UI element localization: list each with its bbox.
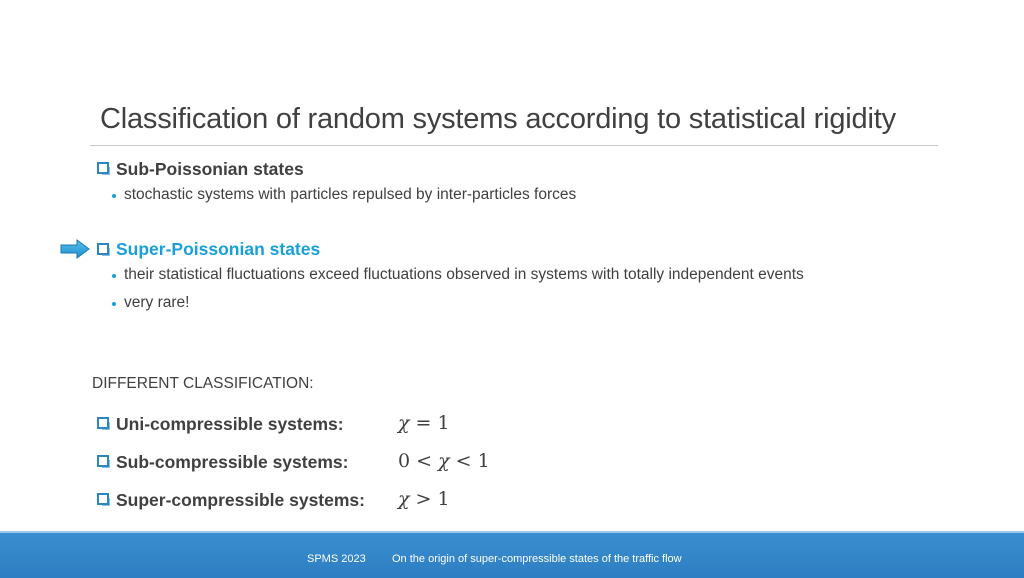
checkbox-square-icon xyxy=(97,455,109,467)
title-divider xyxy=(90,145,938,146)
checkbox-square-icon xyxy=(97,162,109,174)
class-name-sub-compressible: Sub-compressible systems: xyxy=(116,452,349,472)
checkbox-square-icon xyxy=(97,417,109,429)
formula-uni-compressible: χ = 1 xyxy=(398,412,450,434)
formula-sub-compressible: 0 < χ < 1 xyxy=(398,450,490,472)
arrow-right-icon xyxy=(60,239,90,259)
bullet-text: their statistical fluctuations exceed fluctuations observed in systems with totally independent events xyxy=(124,266,804,283)
bullet-dot-icon xyxy=(112,302,116,306)
bullet-dot-icon xyxy=(112,274,116,278)
footer-talk-title: On the origin of super-compressible states of the traffic flow xyxy=(392,553,682,565)
class-name-uni-compressible: Uni-compressible systems: xyxy=(116,414,344,434)
checkbox-square-icon xyxy=(97,493,109,505)
bullet-dot-icon xyxy=(112,194,116,198)
formula-super-compressible: χ > 1 xyxy=(398,488,450,510)
checkbox-square-icon xyxy=(97,243,109,255)
section-heading-sub-poissonian: Sub-Poissonian states xyxy=(116,159,304,179)
footer-conference: SPMS 2023 xyxy=(307,553,366,565)
class-name-super-compressible: Super-compressible systems: xyxy=(116,490,365,510)
footer-bar xyxy=(0,531,1024,578)
bullet-text: stochastic systems with particles repulsed by inter-particles forces xyxy=(124,186,577,203)
bullet-text: very rare! xyxy=(124,294,190,311)
section-label-different-classification: DIFFERENT CLASSIFICATION: xyxy=(92,375,314,392)
slide-title: Classification of random systems according to statistical rigidity xyxy=(100,103,896,135)
section-heading-super-poissonian: Super-Poissonian states xyxy=(116,239,321,259)
